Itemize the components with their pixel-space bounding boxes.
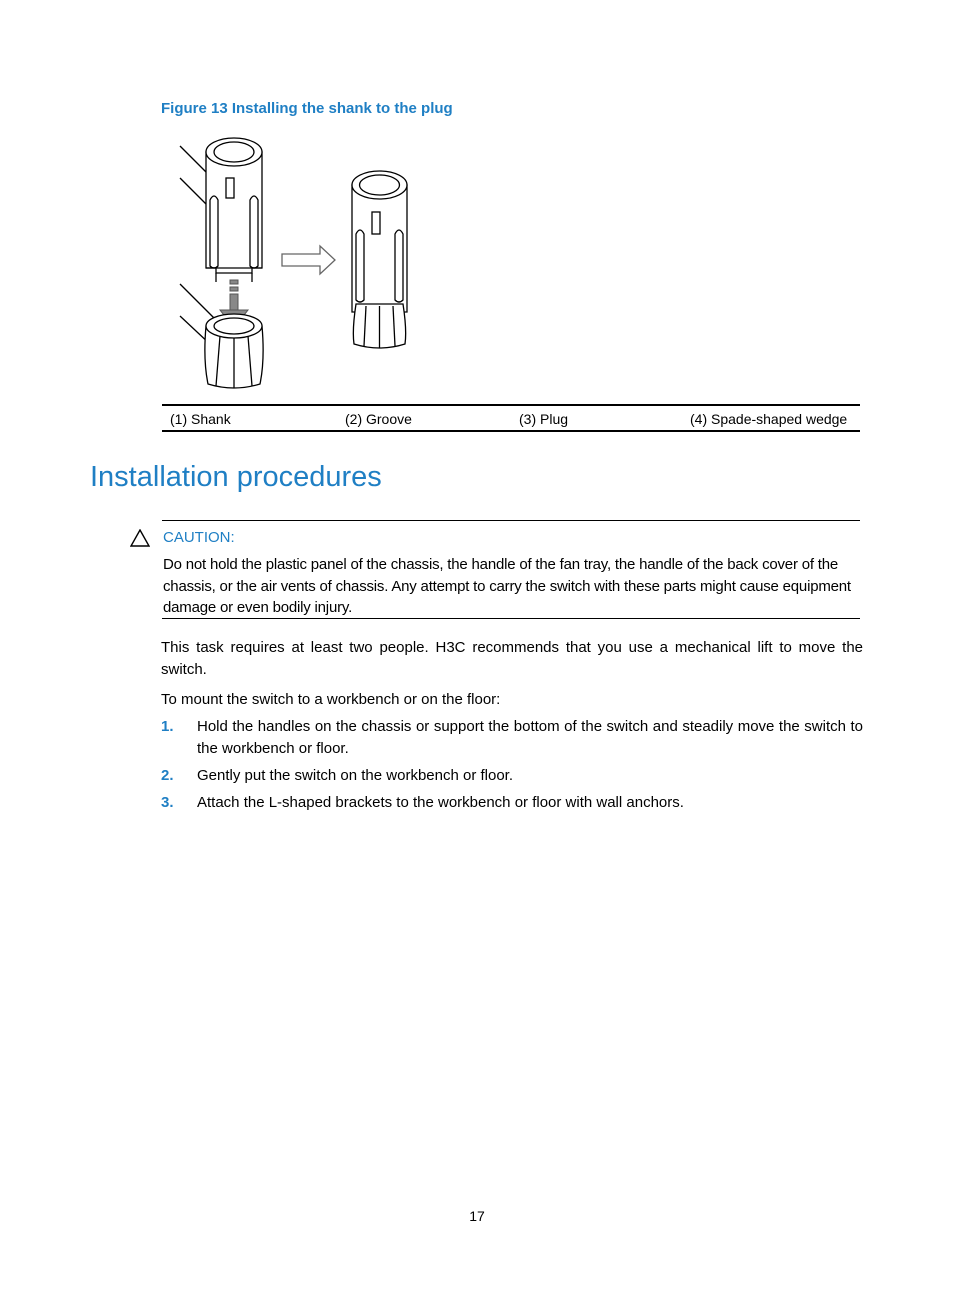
legend-item-wedge: (4) Spade-shaped wedge xyxy=(690,411,848,427)
callout-line-plug xyxy=(180,284,216,320)
legend-item-shank: (1) Shank xyxy=(170,411,231,427)
step-text: Hold the handles on the chassis or support the bottom of the switch and steadily move the switch to the workbench or floor. xyxy=(197,718,863,757)
step-text: Gently put the switch on the workbench or floor. xyxy=(197,767,514,784)
step-text: Attach the L-shaped brackets to the workbench or floor with wall anchors. xyxy=(197,794,684,811)
plug-left xyxy=(205,314,263,388)
legend-item-plug: (3) Plug xyxy=(519,411,569,427)
warning-triangle-icon xyxy=(130,529,150,547)
assembled-shank-plug xyxy=(352,171,407,348)
figure-caption: Figure 13 Installing the shank to the plug xyxy=(161,100,453,117)
legend-item-groove: (2) Groove xyxy=(345,411,412,427)
figure-legend-table xyxy=(162,404,860,432)
step-item xyxy=(161,792,863,814)
right-arrow-icon xyxy=(282,246,335,274)
shank-left xyxy=(206,138,262,282)
step-item xyxy=(161,765,863,787)
caution-box xyxy=(162,520,860,619)
step-number: 3. xyxy=(161,794,174,811)
caution-label: CAUTION: xyxy=(163,529,235,546)
lead-paragraph: To mount the switch to a workbench or on the floor: xyxy=(161,691,501,708)
step-number: 2. xyxy=(161,767,174,784)
step-number: 1. xyxy=(161,718,174,735)
intro-paragraph: This task requires at least two people. H3C recommends that you use a mechanical lift to move the switch. xyxy=(161,639,863,678)
caution-text: Do not hold the plastic panel of the chassis, the handle of the fan tray, the handle of the back cover of the chassis, or the air vents of chassis. Any attempt to carry the switch with these parts might cause equipment damage or even bodily injury. xyxy=(163,556,851,616)
page-number: 17 xyxy=(469,1208,485,1224)
step-item xyxy=(161,716,863,760)
shank-plug-illustration xyxy=(170,130,430,392)
section-title: Installation procedures xyxy=(90,461,382,493)
